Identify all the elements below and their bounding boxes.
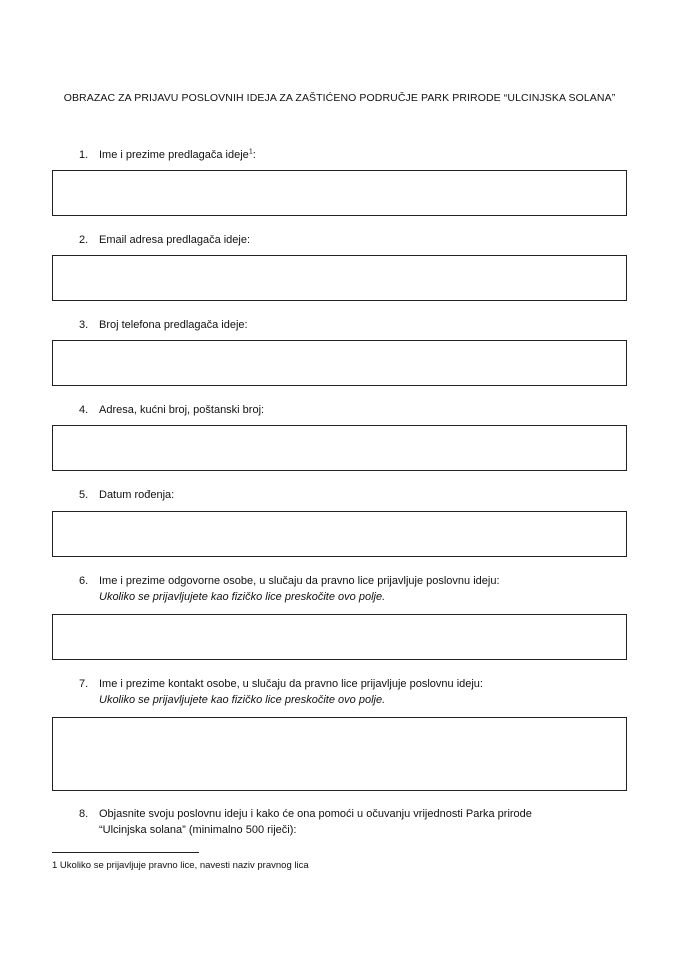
question-note: Ukoliko se prijavljujete kao fizičko lice preskočite ovo polje. xyxy=(99,591,386,603)
birthdate-field[interactable] xyxy=(52,511,627,557)
footnote-divider xyxy=(52,852,199,853)
question-label: Datum rođenja: xyxy=(99,489,175,501)
question-label: Ime i prezime predlagača ideje xyxy=(99,149,249,161)
question-number: 5. xyxy=(79,489,89,501)
question-label-suffix: : xyxy=(252,149,256,161)
question-3 xyxy=(79,317,248,333)
question-number: 6. xyxy=(79,575,89,587)
question-8 xyxy=(79,806,532,838)
question-label: Email adresa predlagača ideje: xyxy=(99,234,251,246)
email-field[interactable] xyxy=(52,255,627,301)
question-number: 3. xyxy=(79,319,89,331)
name-field[interactable] xyxy=(52,170,627,216)
question-label: Broj telefona predlagača ideje: xyxy=(99,319,248,331)
question-note: Ukoliko se prijavljujete kao fizičko lice preskočite ovo polje. xyxy=(99,694,386,706)
question-label: Objasnite svoju poslovnu ideju i kako će ona pomoći u očuvanju vrijednosti Parka prirode xyxy=(99,808,532,820)
question-label: Adresa, kućni broj, poštanski broj: xyxy=(99,404,265,416)
address-field[interactable] xyxy=(52,425,627,471)
question-number: 7. xyxy=(79,678,89,690)
question-number: 4. xyxy=(79,404,89,416)
question-number: 2. xyxy=(79,234,89,246)
responsible-person-field[interactable] xyxy=(52,614,627,660)
footnote: 1 Ukoliko se prijavljuje pravno lice, navesti naziv pravnog lica xyxy=(52,860,309,871)
question-number: 8. xyxy=(79,808,89,820)
question-label: Ime i prezime odgovorne osobe, u slučaju da pravno lice prijavljuje poslovnu ideju: xyxy=(99,575,500,587)
question-label-continuation: “Ulcinjska solana” (minimalno 500 riječi): xyxy=(99,824,297,836)
question-6 xyxy=(79,573,500,605)
question-4 xyxy=(79,402,264,418)
question-5 xyxy=(79,487,174,503)
form-title: OBRAZAC ZA PRIJAVU POSLOVNIH IDEJA ZA ZAŠTIĆENO PODRUČJE PARK PRIRODE “ULCINJSKA SOLANA” xyxy=(63,92,616,104)
phone-field[interactable] xyxy=(52,340,627,386)
question-7 xyxy=(79,676,483,708)
question-1 xyxy=(79,147,256,163)
contact-person-field[interactable] xyxy=(52,717,627,791)
question-label: Ime i prezime kontakt osobe, u slučaju da pravno lice prijavljuje poslovnu ideju: xyxy=(99,678,483,690)
question-2 xyxy=(79,232,250,248)
footnote-ref: 1 xyxy=(248,148,253,156)
question-number: 1. xyxy=(79,149,89,161)
